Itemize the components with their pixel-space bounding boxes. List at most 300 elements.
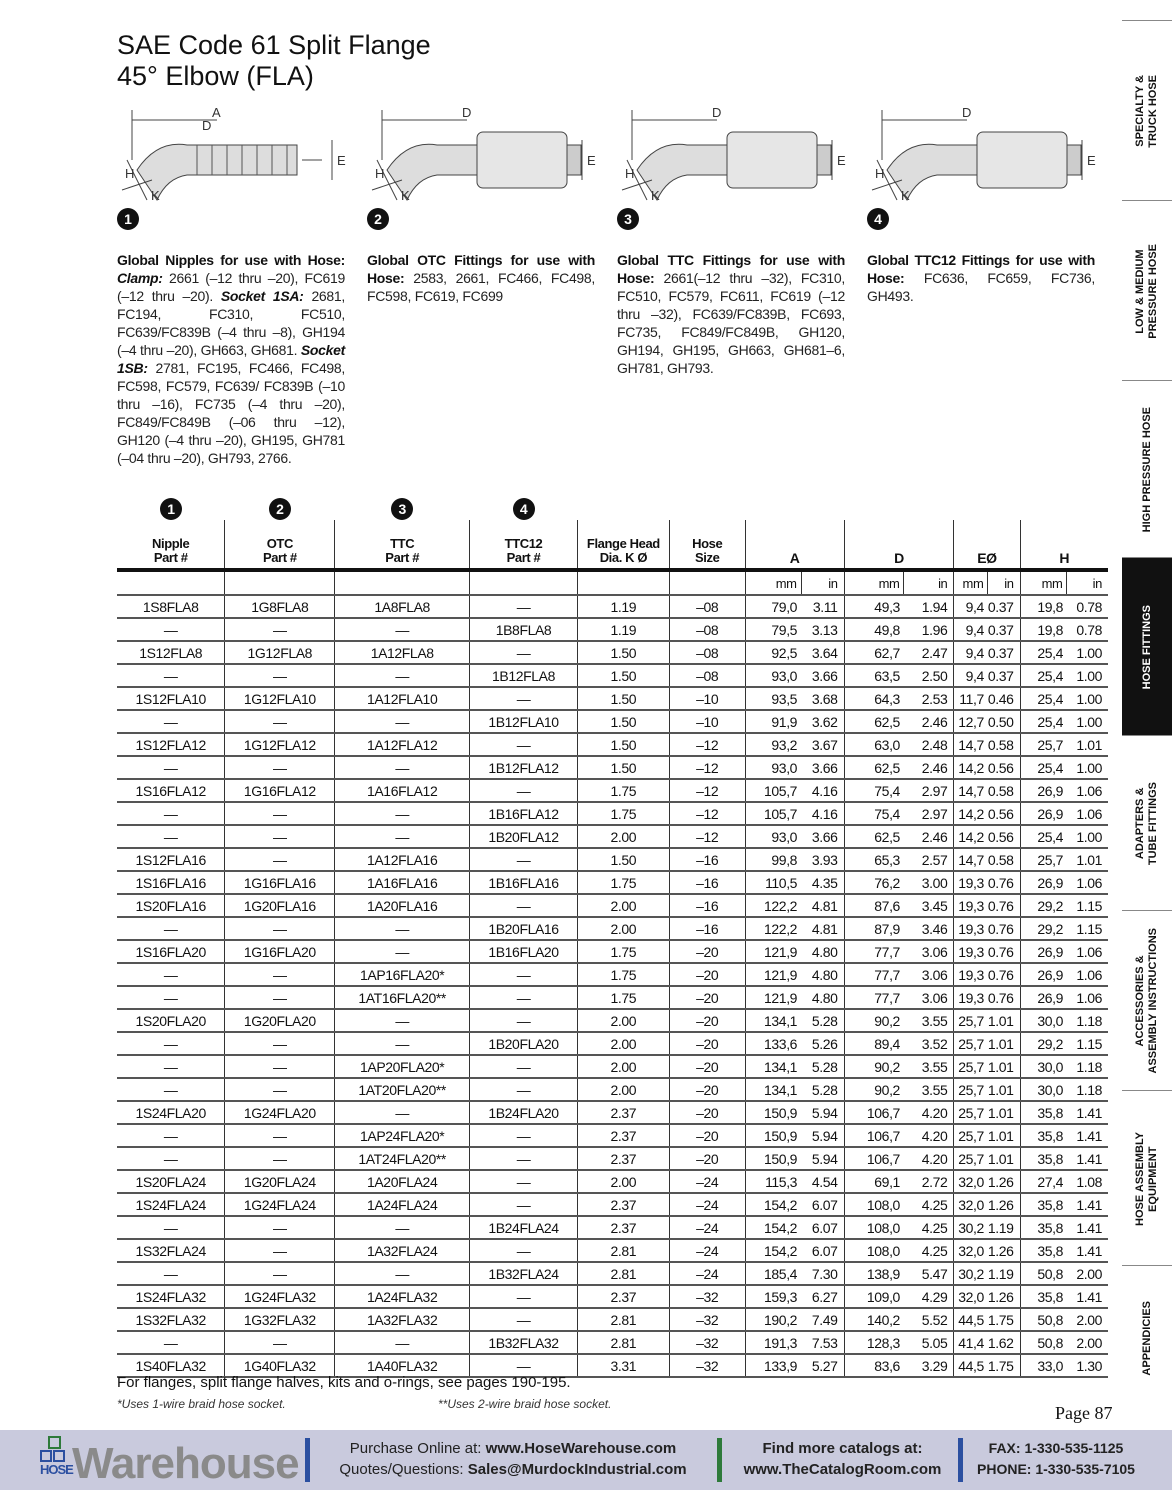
hose-size-cell: –12 (669, 779, 745, 802)
d-in-cell: 3.52 (904, 1032, 954, 1055)
ttc-part-cell: — (335, 1009, 470, 1032)
quotes-email-link[interactable]: Sales@MurdockIndustrial.com (467, 1461, 687, 1478)
ttc-part-cell: 1A20FLA16 (335, 894, 470, 917)
table-row (117, 1147, 1108, 1170)
otc-part-cell: 1G16FLA20 (225, 940, 335, 963)
svg-text:D: D (962, 105, 972, 120)
h-mm-cell: 35,8 (1020, 1193, 1067, 1216)
logo-small-text: HOSE (40, 1462, 73, 1477)
flange-head-dia-cell: 2.00 (577, 1055, 669, 1078)
nipple-part-cell: — (117, 963, 225, 986)
nipple-part-cell: 1S20FLA20 (117, 1009, 225, 1032)
e-in-cell: 0.56 (988, 756, 1020, 779)
ttc-part-cell: — (335, 1032, 470, 1055)
d-in-cell: 2.57 (904, 848, 954, 871)
e-in-cell: 1.01 (988, 1009, 1020, 1032)
page-number: Page 87 (1055, 1403, 1113, 1423)
table-row (117, 917, 1108, 940)
a-mm-cell: 150,9 (745, 1147, 801, 1170)
hose-size-cell: –20 (669, 1009, 745, 1032)
e-mm-cell: 25,7 (954, 1009, 988, 1032)
h-mm-cell: 29,2 (1020, 917, 1067, 940)
section-tab-accessories-assembly-instructions[interactable] (1122, 910, 1172, 1091)
e-in-cell: 1.01 (988, 1055, 1020, 1078)
ttc12-part-cell: 1B20FLA20 (470, 1032, 578, 1055)
title-line-2: 45° Elbow (FLA) (117, 61, 314, 91)
e-mm-cell: 32,0 (954, 1239, 988, 1262)
flange-head-dia-cell: 2.37 (577, 1193, 669, 1216)
table-row (117, 986, 1108, 1009)
phone-number: PHONE: 1-330-535-7105 (977, 1461, 1135, 1477)
e-in-cell: 0.46 (988, 687, 1020, 710)
h-mm-cell: 50,8 (1020, 1331, 1067, 1354)
table-row (117, 802, 1108, 825)
a-in-cell: 4.54 (801, 1170, 844, 1193)
ttc-part-cell: — (335, 710, 470, 733)
ttc-part-cell: 1AT20FLA20** (335, 1078, 470, 1101)
a-mm-cell: 93,5 (745, 687, 801, 710)
unit-label-in: in (988, 570, 1020, 595)
tab-line-2: EQUIPMENT (1147, 1145, 1159, 1212)
a-in-cell: 3.67 (801, 733, 844, 756)
h-in-cell: 1.06 (1067, 871, 1108, 894)
otc-part-cell: — (225, 1078, 335, 1101)
e-mm-cell: 25,7 (954, 1101, 988, 1124)
e-in-cell: 0.76 (988, 963, 1020, 986)
flange-head-dia-cell: 1.75 (577, 940, 669, 963)
nipple-part-cell: 1S12FLA12 (117, 733, 225, 756)
number-badge: 3 (391, 498, 413, 520)
flange-head-dia-cell: 1.50 (577, 687, 669, 710)
e-mm-cell: 32,0 (954, 1285, 988, 1308)
hose-size-cell: –08 (669, 595, 745, 618)
d-in-cell: 4.25 (904, 1193, 954, 1216)
tab-line-1: ACCESSORIES & (1134, 955, 1146, 1047)
otc-part-cell: 1G20FLA16 (225, 894, 335, 917)
ttc12-part-cell: — (470, 1308, 578, 1331)
a-mm-cell: 121,9 (745, 963, 801, 986)
title-line-1: SAE Code 61 Split Flange (117, 30, 431, 60)
fitting-diagram-3 (617, 100, 852, 230)
nipple-part-cell: 1S12FLA16 (117, 848, 225, 871)
h-in-cell: 1.00 (1067, 710, 1108, 733)
e-mm-cell: 19,3 (954, 986, 988, 1009)
e-mm-cell: 32,0 (954, 1170, 988, 1193)
tab-line-1: ADAPTERS & (1134, 787, 1146, 860)
unit-label-mm: mm (844, 570, 904, 595)
nipple-part-cell: 1S20FLA16 (117, 894, 225, 917)
table-row (117, 1009, 1108, 1032)
a-mm-cell: 150,9 (745, 1101, 801, 1124)
d-in-cell: 4.20 (904, 1124, 954, 1147)
purchase-link[interactable]: www.HoseWarehouse.com (485, 1440, 677, 1457)
catalogs-link[interactable]: www.TheCatalogRoom.com (743, 1461, 942, 1478)
otc-part-cell: — (225, 1216, 335, 1239)
d-mm-cell: 87,6 (844, 894, 904, 917)
e-mm-cell: 9,4 (954, 664, 988, 687)
svg-text:E: E (837, 153, 846, 168)
column-header (470, 520, 578, 570)
h-mm-cell: 30,0 (1020, 1055, 1067, 1078)
table-row (117, 1055, 1108, 1078)
h-mm-cell: 50,8 (1020, 1308, 1067, 1331)
d-mm-cell: 138,9 (844, 1262, 904, 1285)
nipple-part-cell: 1S12FLA10 (117, 687, 225, 710)
h-in-cell: 1.30 (1067, 1354, 1108, 1377)
section-tab-high-pressure-hose[interactable] (1122, 380, 1172, 558)
h-in-cell: 1.41 (1067, 1216, 1108, 1239)
divider (305, 1438, 310, 1482)
tab-line-1: SPECIALTY & (1134, 75, 1146, 147)
a-in-cell: 3.93 (801, 848, 844, 871)
ttc12-part-cell: — (470, 733, 578, 756)
h-in-cell: 1.18 (1067, 1078, 1108, 1101)
d-mm-cell: 62,5 (844, 825, 904, 848)
a-in-cell: 3.66 (801, 825, 844, 848)
desc-text: 2583, 2661, FC466, FC498, FC598, FC619, FC699 (367, 270, 595, 304)
e-in-cell: 1.62 (988, 1331, 1020, 1354)
nipple-part-cell: — (117, 618, 225, 641)
h-mm-cell: 35,8 (1020, 1147, 1067, 1170)
d-mm-cell: 75,4 (844, 802, 904, 825)
nipple-part-cell: 1S32FLA32 (117, 1308, 225, 1331)
svg-text:D: D (462, 105, 472, 120)
table-row (117, 825, 1108, 848)
ttc12-part-cell: — (470, 1078, 578, 1101)
ttc-part-cell: — (335, 940, 470, 963)
ttc12-part-cell: — (470, 963, 578, 986)
otc-part-cell: — (225, 1239, 335, 1262)
ttc12-part-cell: — (470, 641, 578, 664)
d-mm-cell: 109,0 (844, 1285, 904, 1308)
ttc-part-cell: 1A24FLA24 (335, 1193, 470, 1216)
hose-size-cell: –20 (669, 963, 745, 986)
h-in-cell: 1.06 (1067, 779, 1108, 802)
section-tab-label (1141, 407, 1154, 532)
empty-cell (225, 570, 335, 595)
svg-text:D: D (712, 105, 722, 120)
otc-description (367, 251, 595, 305)
hose-size-cell: –16 (669, 848, 745, 871)
e-mm-cell: 14,2 (954, 756, 988, 779)
hose-size-cell: –12 (669, 825, 745, 848)
e-in-cell: 0.50 (988, 710, 1020, 733)
column-header (335, 520, 470, 570)
h-mm-cell: 19,8 (1020, 595, 1067, 618)
flange-head-dia-cell: 1.50 (577, 641, 669, 664)
section-tab-specialty-truck-hose[interactable] (1122, 20, 1172, 201)
d-mm-cell: 108,0 (844, 1216, 904, 1239)
a-mm-cell: 93,0 (745, 825, 801, 848)
hose-size-cell: –16 (669, 917, 745, 940)
table-row (117, 1331, 1108, 1354)
e-mm-cell: 14,7 (954, 848, 988, 871)
a-mm-cell: 154,2 (745, 1193, 801, 1216)
h-in-cell: 1.15 (1067, 894, 1108, 917)
tab-line-1: APPENDICIES (1140, 1301, 1153, 1376)
e-in-cell: 1.26 (988, 1285, 1020, 1308)
a-mm-cell: 105,7 (745, 779, 801, 802)
elbow-drawing (617, 100, 852, 210)
ttc-part-cell: — (335, 825, 470, 848)
d-in-cell: 3.06 (904, 940, 954, 963)
e-mm-cell: 25,7 (954, 1078, 988, 1101)
hose-size-cell: –20 (669, 986, 745, 1009)
hose-size-cell: –10 (669, 687, 745, 710)
e-mm-cell: 25,7 (954, 1055, 988, 1078)
svg-text:K: K (901, 188, 910, 203)
e-mm-cell: 14,2 (954, 802, 988, 825)
table-row (117, 1285, 1108, 1308)
ttc12-part-cell: 1B16FLA16 (470, 871, 578, 894)
h-mm-cell: 35,8 (1020, 1124, 1067, 1147)
section-tab-adapters-tube-fittings[interactable] (1122, 735, 1172, 911)
empty-cell (577, 570, 669, 595)
e-in-cell: 1.75 (988, 1308, 1020, 1331)
hose-size-cell: –20 (669, 1078, 745, 1101)
e-in-cell: 0.37 (988, 641, 1020, 664)
h-in-cell: 1.41 (1067, 1147, 1108, 1170)
h-mm-cell: 26,9 (1020, 940, 1067, 963)
a-in-cell: 6.07 (801, 1216, 844, 1239)
hose-size-cell: –32 (669, 1331, 745, 1354)
h-in-cell: 1.15 (1067, 1032, 1108, 1055)
svg-text:E: E (587, 153, 596, 168)
d-in-cell: 3.29 (904, 1354, 954, 1377)
tab-line-1: HOSE FITTINGS (1140, 604, 1153, 690)
header-line-1: Hose (692, 536, 723, 551)
nipple-part-cell: 1S8FLA8 (117, 595, 225, 618)
otc-part-cell: — (225, 1262, 335, 1285)
column-header (117, 520, 225, 570)
a-mm-cell: 134,1 (745, 1055, 801, 1078)
otc-part-cell: 1G12FLA8 (225, 641, 335, 664)
d-in-cell: 2.46 (904, 825, 954, 848)
svg-text:H: H (875, 166, 885, 181)
d-mm-cell: 65,3 (844, 848, 904, 871)
e-mm-cell: 9,4 (954, 595, 988, 618)
e-mm-cell: 25,7 (954, 1124, 988, 1147)
ttc-part-cell: 1AT24FLA20** (335, 1147, 470, 1170)
a-in-cell: 6.07 (801, 1239, 844, 1262)
flange-head-dia-cell: 2.00 (577, 1032, 669, 1055)
ttc-part-cell: 1A32FLA32 (335, 1308, 470, 1331)
elbow-drawing (867, 100, 1102, 210)
h-in-cell: 2.00 (1067, 1308, 1108, 1331)
table-row (117, 710, 1108, 733)
e-in-cell: 0.37 (988, 595, 1020, 618)
header-line-2: Part # (153, 550, 188, 565)
e-in-cell: 1.26 (988, 1193, 1020, 1216)
table-row (117, 1124, 1108, 1147)
ttc12-part-cell: — (470, 595, 578, 618)
a-mm-cell: 122,2 (745, 894, 801, 917)
quotes-label: Quotes/Questions: (339, 1461, 468, 1478)
a-mm-cell: 159,3 (745, 1285, 801, 1308)
section-tabs (1122, 20, 1172, 1410)
ttc-part-cell: 1AP24FLA20* (335, 1124, 470, 1147)
header-line-1: TTC12 (504, 536, 543, 551)
ttc12-part-cell: — (470, 848, 578, 871)
h-mm-cell: 25,4 (1020, 641, 1067, 664)
flange-head-dia-cell: 1.50 (577, 733, 669, 756)
desc-heading: Global TTC12 Fittings for use (867, 252, 1063, 268)
d-mm-cell: 90,2 (844, 1009, 904, 1032)
ttc-part-cell: 1AT16FLA20** (335, 986, 470, 1009)
ttc12-part-cell: 1B12FLA10 (470, 710, 578, 733)
tab-line-1: LOW & MEDIUM (1134, 248, 1146, 334)
h-in-cell: 1.18 (1067, 1055, 1108, 1078)
flange-head-dia-cell: 3.31 (577, 1354, 669, 1377)
d-in-cell: 2.72 (904, 1170, 954, 1193)
e-mm-cell: 12,7 (954, 710, 988, 733)
flange-head-dia-cell: 1.50 (577, 664, 669, 687)
d-mm-cell: 106,7 (844, 1147, 904, 1170)
ttc-part-cell: 1A12FLA8 (335, 641, 470, 664)
e-in-cell: 0.76 (988, 940, 1020, 963)
e-in-cell: 0.76 (988, 871, 1020, 894)
d-in-cell: 3.45 (904, 894, 954, 917)
ttc-part-cell: 1AP20FLA20* (335, 1055, 470, 1078)
e-mm-cell: 19,3 (954, 940, 988, 963)
ttc-part-cell: 1A32FLA24 (335, 1239, 470, 1262)
desc-text: 2661 (–12 thru –20), FC619 (–12 thru –20). (117, 270, 345, 304)
desc-text: 2661(–12 thru –32), FC310, FC510, FC579, FC611, FC619 (–12 thru –32), FC639/FC839B, FC693, FC735, FC849/FC849B, GH120, GH194, GH195, GH663, GH681–6, GH781, GH793. (617, 270, 845, 376)
diagram-number-badge: 2 (367, 208, 389, 230)
d-in-cell: 2.50 (904, 664, 954, 687)
desc-text: 2681, FC194, FC310, FC510, FC639/FC839B (–4 thru –8), GH194 (–4 thru –20), GH663, GH681. (117, 288, 345, 358)
nipple-part-cell: — (117, 802, 225, 825)
header-line-1: Nipple (152, 536, 190, 551)
h-in-cell: 1.00 (1067, 641, 1108, 664)
h-mm-cell: 50,8 (1020, 1262, 1067, 1285)
section-tab-hose-fittings[interactable] (1122, 557, 1172, 736)
e-in-cell: 1.01 (988, 1101, 1020, 1124)
svg-text:K: K (151, 188, 160, 203)
a-mm-cell: 115,3 (745, 1170, 801, 1193)
h-mm-cell: 29,2 (1020, 1032, 1067, 1055)
e-mm-cell: 14,2 (954, 825, 988, 848)
e-in-cell: 0.76 (988, 917, 1020, 940)
d-in-cell: 5.52 (904, 1308, 954, 1331)
d-in-cell: 5.47 (904, 1262, 954, 1285)
otc-part-cell: — (225, 1124, 335, 1147)
otc-part-cell: — (225, 963, 335, 986)
flange-head-dia-cell: 1.75 (577, 802, 669, 825)
a-in-cell: 4.81 (801, 894, 844, 917)
d-in-cell: 2.46 (904, 756, 954, 779)
e-in-cell: 0.56 (988, 825, 1020, 848)
otc-part-cell: 1G24FLA20 (225, 1101, 335, 1124)
h-mm-cell: 25,4 (1020, 687, 1067, 710)
column-header (1020, 520, 1108, 570)
d-mm-cell: 77,7 (844, 940, 904, 963)
ttc-part-cell: — (335, 618, 470, 641)
hose-warehouse-logo[interactable] (40, 1434, 299, 1490)
nipples-description (117, 251, 345, 467)
column-header (669, 520, 745, 570)
e-mm-cell: 11,7 (954, 687, 988, 710)
ttc-part-cell: 1A20FLA24 (335, 1170, 470, 1193)
ttc-part-cell: — (335, 1216, 470, 1239)
ttc12-part-cell: — (470, 1170, 578, 1193)
nipple-part-cell: 1S16FLA20 (117, 940, 225, 963)
e-in-cell: 1.19 (988, 1262, 1020, 1285)
section-tab-label (1134, 1132, 1160, 1226)
hose-size-cell: –24 (669, 1216, 745, 1239)
d-mm-cell: 83,6 (844, 1354, 904, 1377)
otc-part-cell: 1G24FLA32 (225, 1285, 335, 1308)
units-row (117, 570, 1108, 595)
otc-part-cell: — (225, 1331, 335, 1354)
purchase-label: Purchase Online at: (349, 1440, 486, 1457)
unit-label-in: in (1067, 570, 1108, 595)
a-mm-cell: 79,0 (745, 595, 801, 618)
nipple-part-cell: — (117, 1331, 225, 1354)
e-mm-cell: 9,4 (954, 618, 988, 641)
hose-size-cell: –20 (669, 1032, 745, 1055)
ttc12-part-cell: 1B16FLA12 (470, 802, 578, 825)
ttc-part-cell: 1A12FLA10 (335, 687, 470, 710)
h-in-cell: 1.41 (1067, 1101, 1108, 1124)
d-mm-cell: 108,0 (844, 1239, 904, 1262)
desc-label: Hose: (367, 270, 405, 286)
table-row (117, 618, 1108, 641)
e-in-cell: 0.76 (988, 894, 1020, 917)
d-in-cell: 3.00 (904, 871, 954, 894)
ttc-part-cell: — (335, 664, 470, 687)
tab-line-2: ASSEMBLY INSTRUCTIONS (1147, 928, 1159, 1074)
table-row (117, 1262, 1108, 1285)
elbow-drawing (367, 100, 602, 210)
ttc12-description (867, 251, 1095, 305)
d-in-cell: 1.96 (904, 618, 954, 641)
section-tab-appendicies[interactable] (1122, 1265, 1172, 1411)
elbow-drawing (117, 100, 352, 210)
a-mm-cell: 91,9 (745, 710, 801, 733)
a-in-cell: 7.49 (801, 1308, 844, 1331)
unit-label-mm: mm (745, 570, 801, 595)
otc-part-cell: 1G20FLA20 (225, 1009, 335, 1032)
ttc-part-cell: 1A12FLA16 (335, 848, 470, 871)
footer-band (0, 1430, 1172, 1490)
a-in-cell: 5.28 (801, 1078, 844, 1101)
nipple-part-cell: — (117, 1055, 225, 1078)
unit-label-in: in (801, 570, 844, 595)
a-mm-cell: 93,2 (745, 733, 801, 756)
flange-head-dia-cell: 1.75 (577, 986, 669, 1009)
e-in-cell: 1.01 (988, 1147, 1020, 1170)
e-mm-cell: 19,3 (954, 894, 988, 917)
e-in-cell: 0.37 (988, 618, 1020, 641)
d-in-cell: 3.06 (904, 986, 954, 1009)
otc-part-cell: — (225, 1055, 335, 1078)
diagram-number-badge: 3 (617, 208, 639, 230)
ttc12-part-cell: — (470, 1285, 578, 1308)
d-mm-cell: 63,0 (844, 733, 904, 756)
tab-line-1: HOSE ASSEMBLY (1134, 1131, 1146, 1226)
otc-part-cell: — (225, 618, 335, 641)
d-in-cell: 5.05 (904, 1331, 954, 1354)
h-mm-cell: 25,4 (1020, 825, 1067, 848)
otc-part-cell: — (225, 825, 335, 848)
flanges-note: For flanges, split flange halves, kits and o-rings, see pages 190-195. (117, 1374, 571, 1391)
a-in-cell: 4.16 (801, 779, 844, 802)
h-in-cell: 1.00 (1067, 687, 1108, 710)
ttc-part-cell: — (335, 756, 470, 779)
section-tab-low-medium-pressure-hose[interactable] (1122, 200, 1172, 381)
section-tab-hose-assembly-equipment[interactable] (1122, 1090, 1172, 1266)
